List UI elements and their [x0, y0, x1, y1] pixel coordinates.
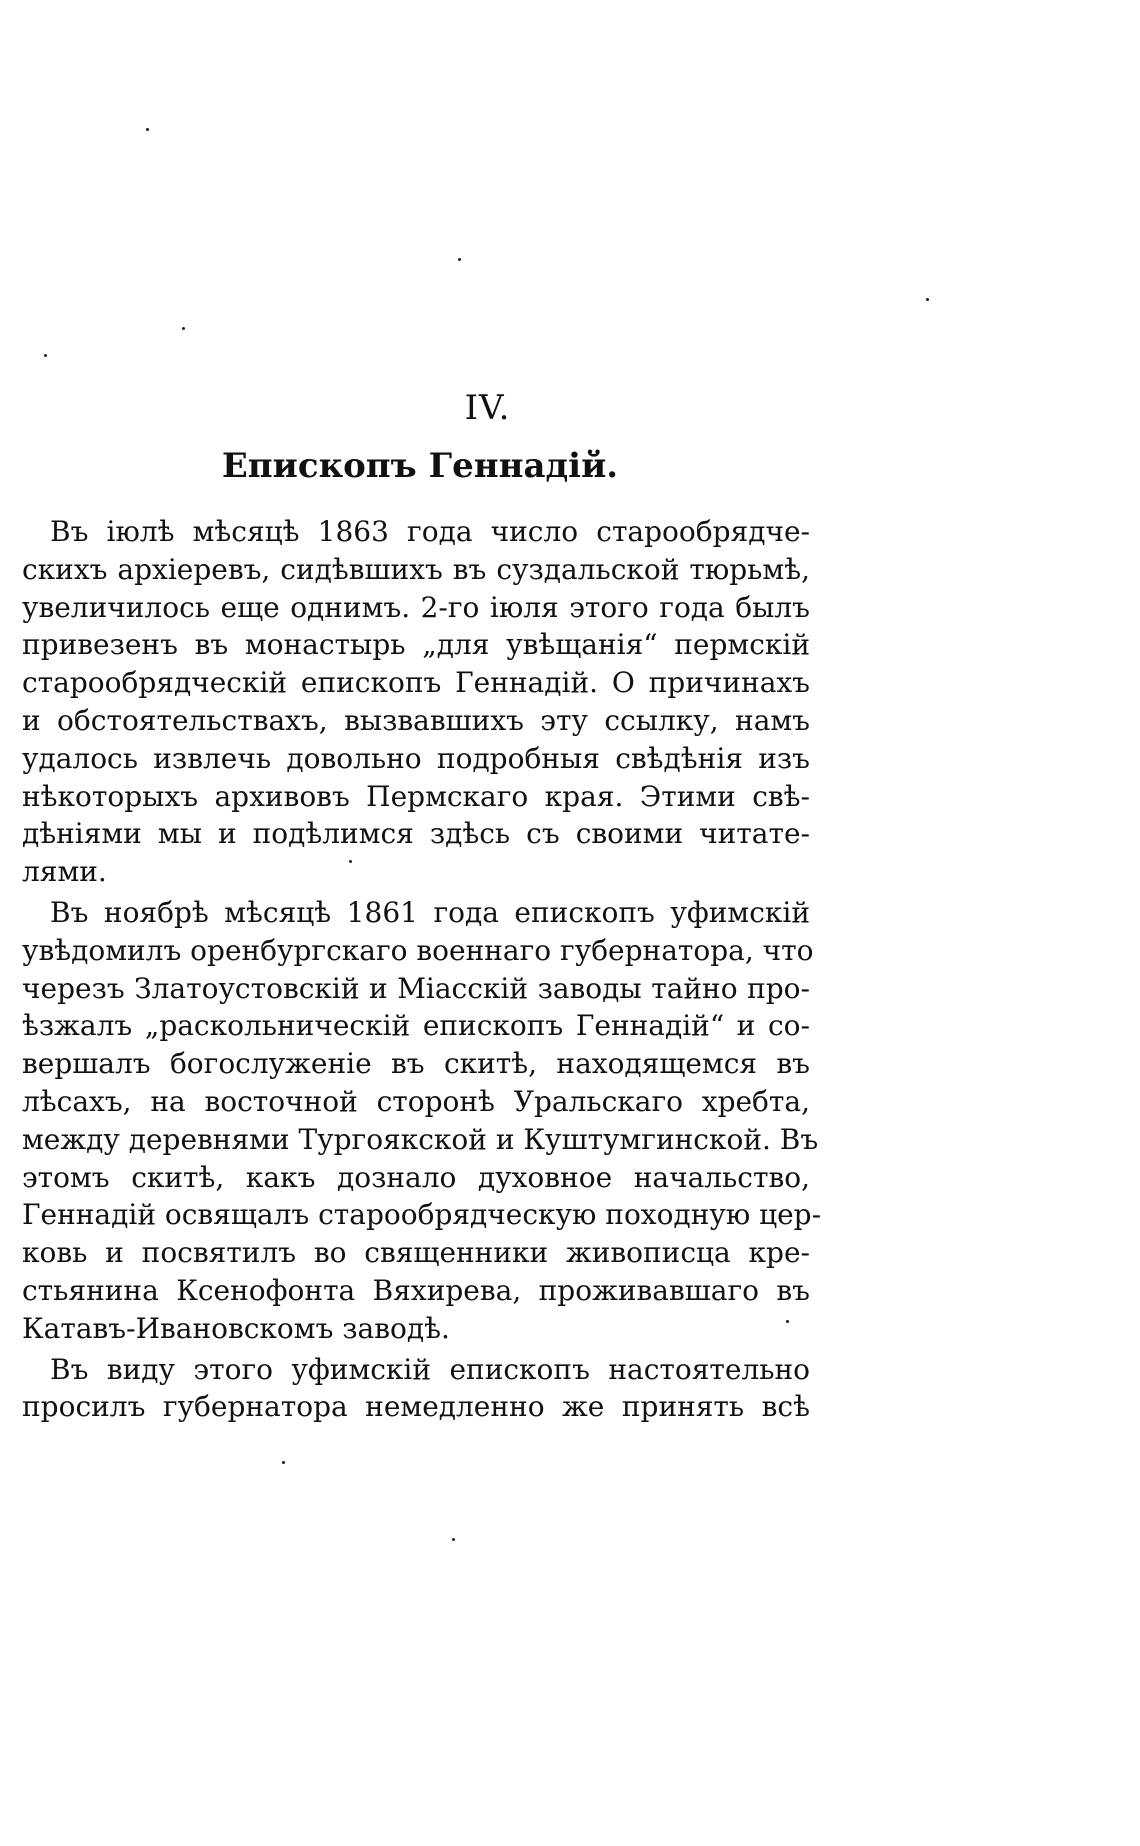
text-line: этомъ скитѣ, какъ дознало духовное начальство,: [22, 1160, 810, 1194]
body-text: [22, 513, 822, 1426]
text-line: черезъ Златоустовскій и Міасскій заводы тайно про-: [22, 971, 810, 1005]
text-line: скихъ архіеревъ, сидѣвшихъ въ суздальской тюрьмѣ,: [22, 552, 810, 586]
text-line: ковь и посвятилъ во священники живописца кре-: [22, 1236, 810, 1270]
text-line: вершалъ богослуженіе въ скитѣ, находящемся въ: [22, 1047, 810, 1081]
text-line: Катавъ-Ивановскомъ заводѣ.: [22, 1311, 450, 1345]
chapter-number: IV.: [464, 388, 511, 428]
text-line: увеличилось еще однимъ. 2-го іюля этого года былъ: [22, 590, 810, 624]
paragraph-3: [22, 1351, 810, 1427]
text-line: дѣніями мы и подѣлимся здѣсь съ своими читате-: [22, 817, 810, 851]
scan-speck: [349, 860, 352, 863]
scan-speck: [452, 1538, 455, 1541]
scan-speck: [146, 128, 149, 131]
text-line: и обстоятельствахъ, вызвавшихъ эту ссылку, намъ: [22, 703, 810, 737]
scan-speck: [182, 327, 185, 330]
chapter-title: Епископъ Геннадій.: [221, 446, 619, 486]
text-line: нѣкоторыхъ архивовъ Пермскаго края. Этими свѣ-: [22, 779, 810, 813]
text-line: Въ іюлѣ мѣсяцѣ 1863 года число старообрядче-: [50, 515, 810, 548]
scan-speck: [786, 1320, 789, 1323]
text-line: старообрядческій епископъ Геннадій. О причинахъ: [22, 666, 810, 700]
scan-speck: [282, 1461, 285, 1464]
paragraph-2: [22, 894, 822, 1348]
text-line: Въ ноябрѣ мѣсяцѣ 1861 года епископъ уфимскій: [50, 895, 810, 929]
text-line: лѣсахъ, на восточной сторонѣ Уральскаго хребта,: [22, 1084, 810, 1118]
text-line: просилъ губернатора немедленно же принять всѣ: [22, 1390, 810, 1424]
text-line: лями.: [22, 855, 107, 889]
text-line: между деревнями Тургоякской и Куштумгинской. Въ: [22, 1122, 819, 1156]
text-line: удалось извлечь довольно подробныя свѣдѣнія изъ: [22, 741, 810, 775]
scan-speck: [44, 354, 47, 357]
scan-speck: [458, 258, 461, 261]
text-line: стьянина Ксенофонта Вяхирева, проживавшаго въ: [22, 1273, 810, 1307]
paragraph-1: [22, 513, 810, 891]
text-line: Геннадій освящалъ старообрядческую походную цер-: [22, 1198, 822, 1232]
scan-speck: [926, 298, 929, 301]
text-line: привезенъ въ монастырь „для увѣщанія“ пермскій: [22, 628, 810, 662]
text-line: увѣдомилъ оренбургскаго военнаго губернатора, что: [22, 933, 814, 967]
text-line: ѣзжалъ „раскольническій епископъ Геннадій“ и со-: [22, 1009, 810, 1043]
text-line: Въ виду этого уфимскій епископъ настоятельно: [50, 1352, 810, 1386]
